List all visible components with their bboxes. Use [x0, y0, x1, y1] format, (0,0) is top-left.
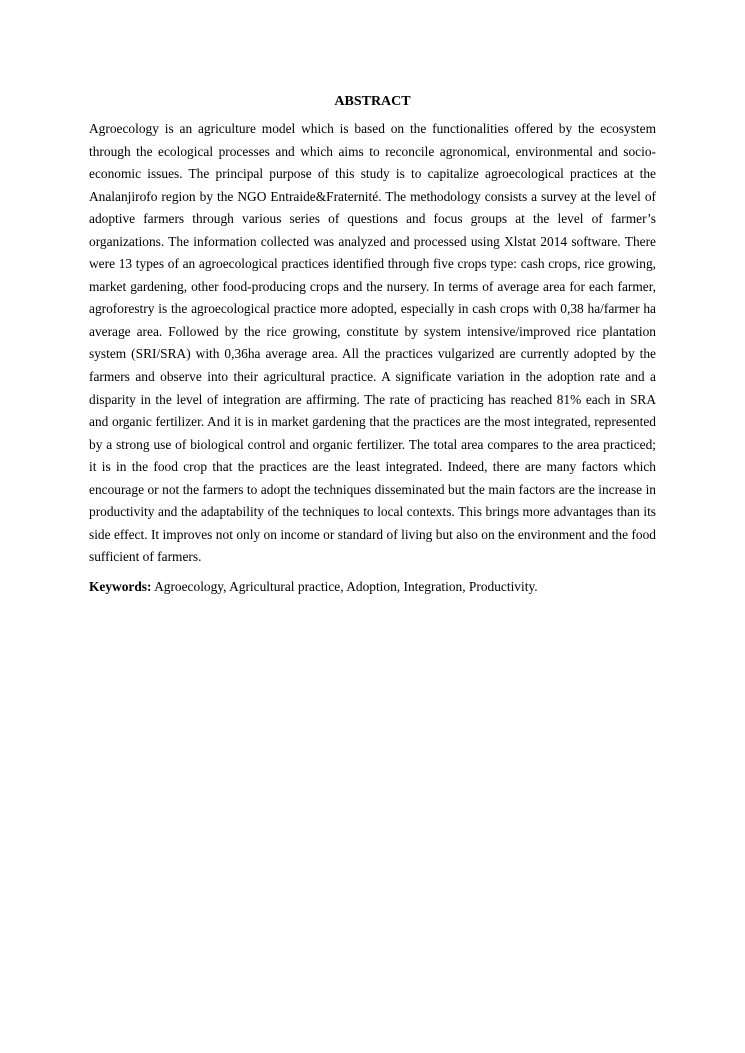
- abstract-paragraph: Agroecology is an agriculture model which is based on the functionalities offered by the ecosystem through the ecological processes and which aims to reconcile agronomical, environmental and socio-economic issues. The principal purpose of this study is to capitalize agroecological practices at the Analanjirofo region by the NGO Entraide&Fraternité. The methodology consists a survey at the level of adoptive farmers through various series of questions and focus groups at the level of farmer’s organizations. The information collected was analyzed and processed using Xlstat 2014 software. There were 13 types of an agroecological practices identified through five crops type: cash crops, rice growing, market gardening, other food-producing crops and the nursery. In terms of average area for each farmer, agroforestry is the agroecological practice more adopted, especially in cash crops with 0,38 ha/farmer ha average area. Followed by the rice growing, constitute by system intensive/improved rice plantation system (SRI/SRA) with 0,36ha average area. All the practices vulgarized are currently adopted by the farmers and observe into their agricultural practice. A significate variation in the adoption rate and a disparity in the level of integration are affirming. The rate of practicing has reached 81% each in SRA and organic fertilizer. And it is in market gardening that the practices are the most integrated, represented by a strong use of biological control and organic fertilizer. The total area compares to the area practiced; it is in the food crop that the practices are the least integrated. Indeed, there are many factors which encourage or not the farmers to adopt the techniques disseminated but the main factors are the increase in productivity and the adaptability of the techniques to local contexts. This brings more advantages than its side effect. It improves not only on income or standard of living but also on the environment and the food sufficient of farmers.: [89, 121, 656, 565]
- keywords-line: [89, 576, 656, 598]
- keywords-list: Agroecology, Agricultural practice, Adoption, Integration, Productivity.: [154, 578, 538, 594]
- keywords-label: Keywords:: [89, 578, 152, 594]
- abstract-section: [89, 92, 656, 598]
- abstract-heading: ABSTRACT: [334, 94, 411, 109]
